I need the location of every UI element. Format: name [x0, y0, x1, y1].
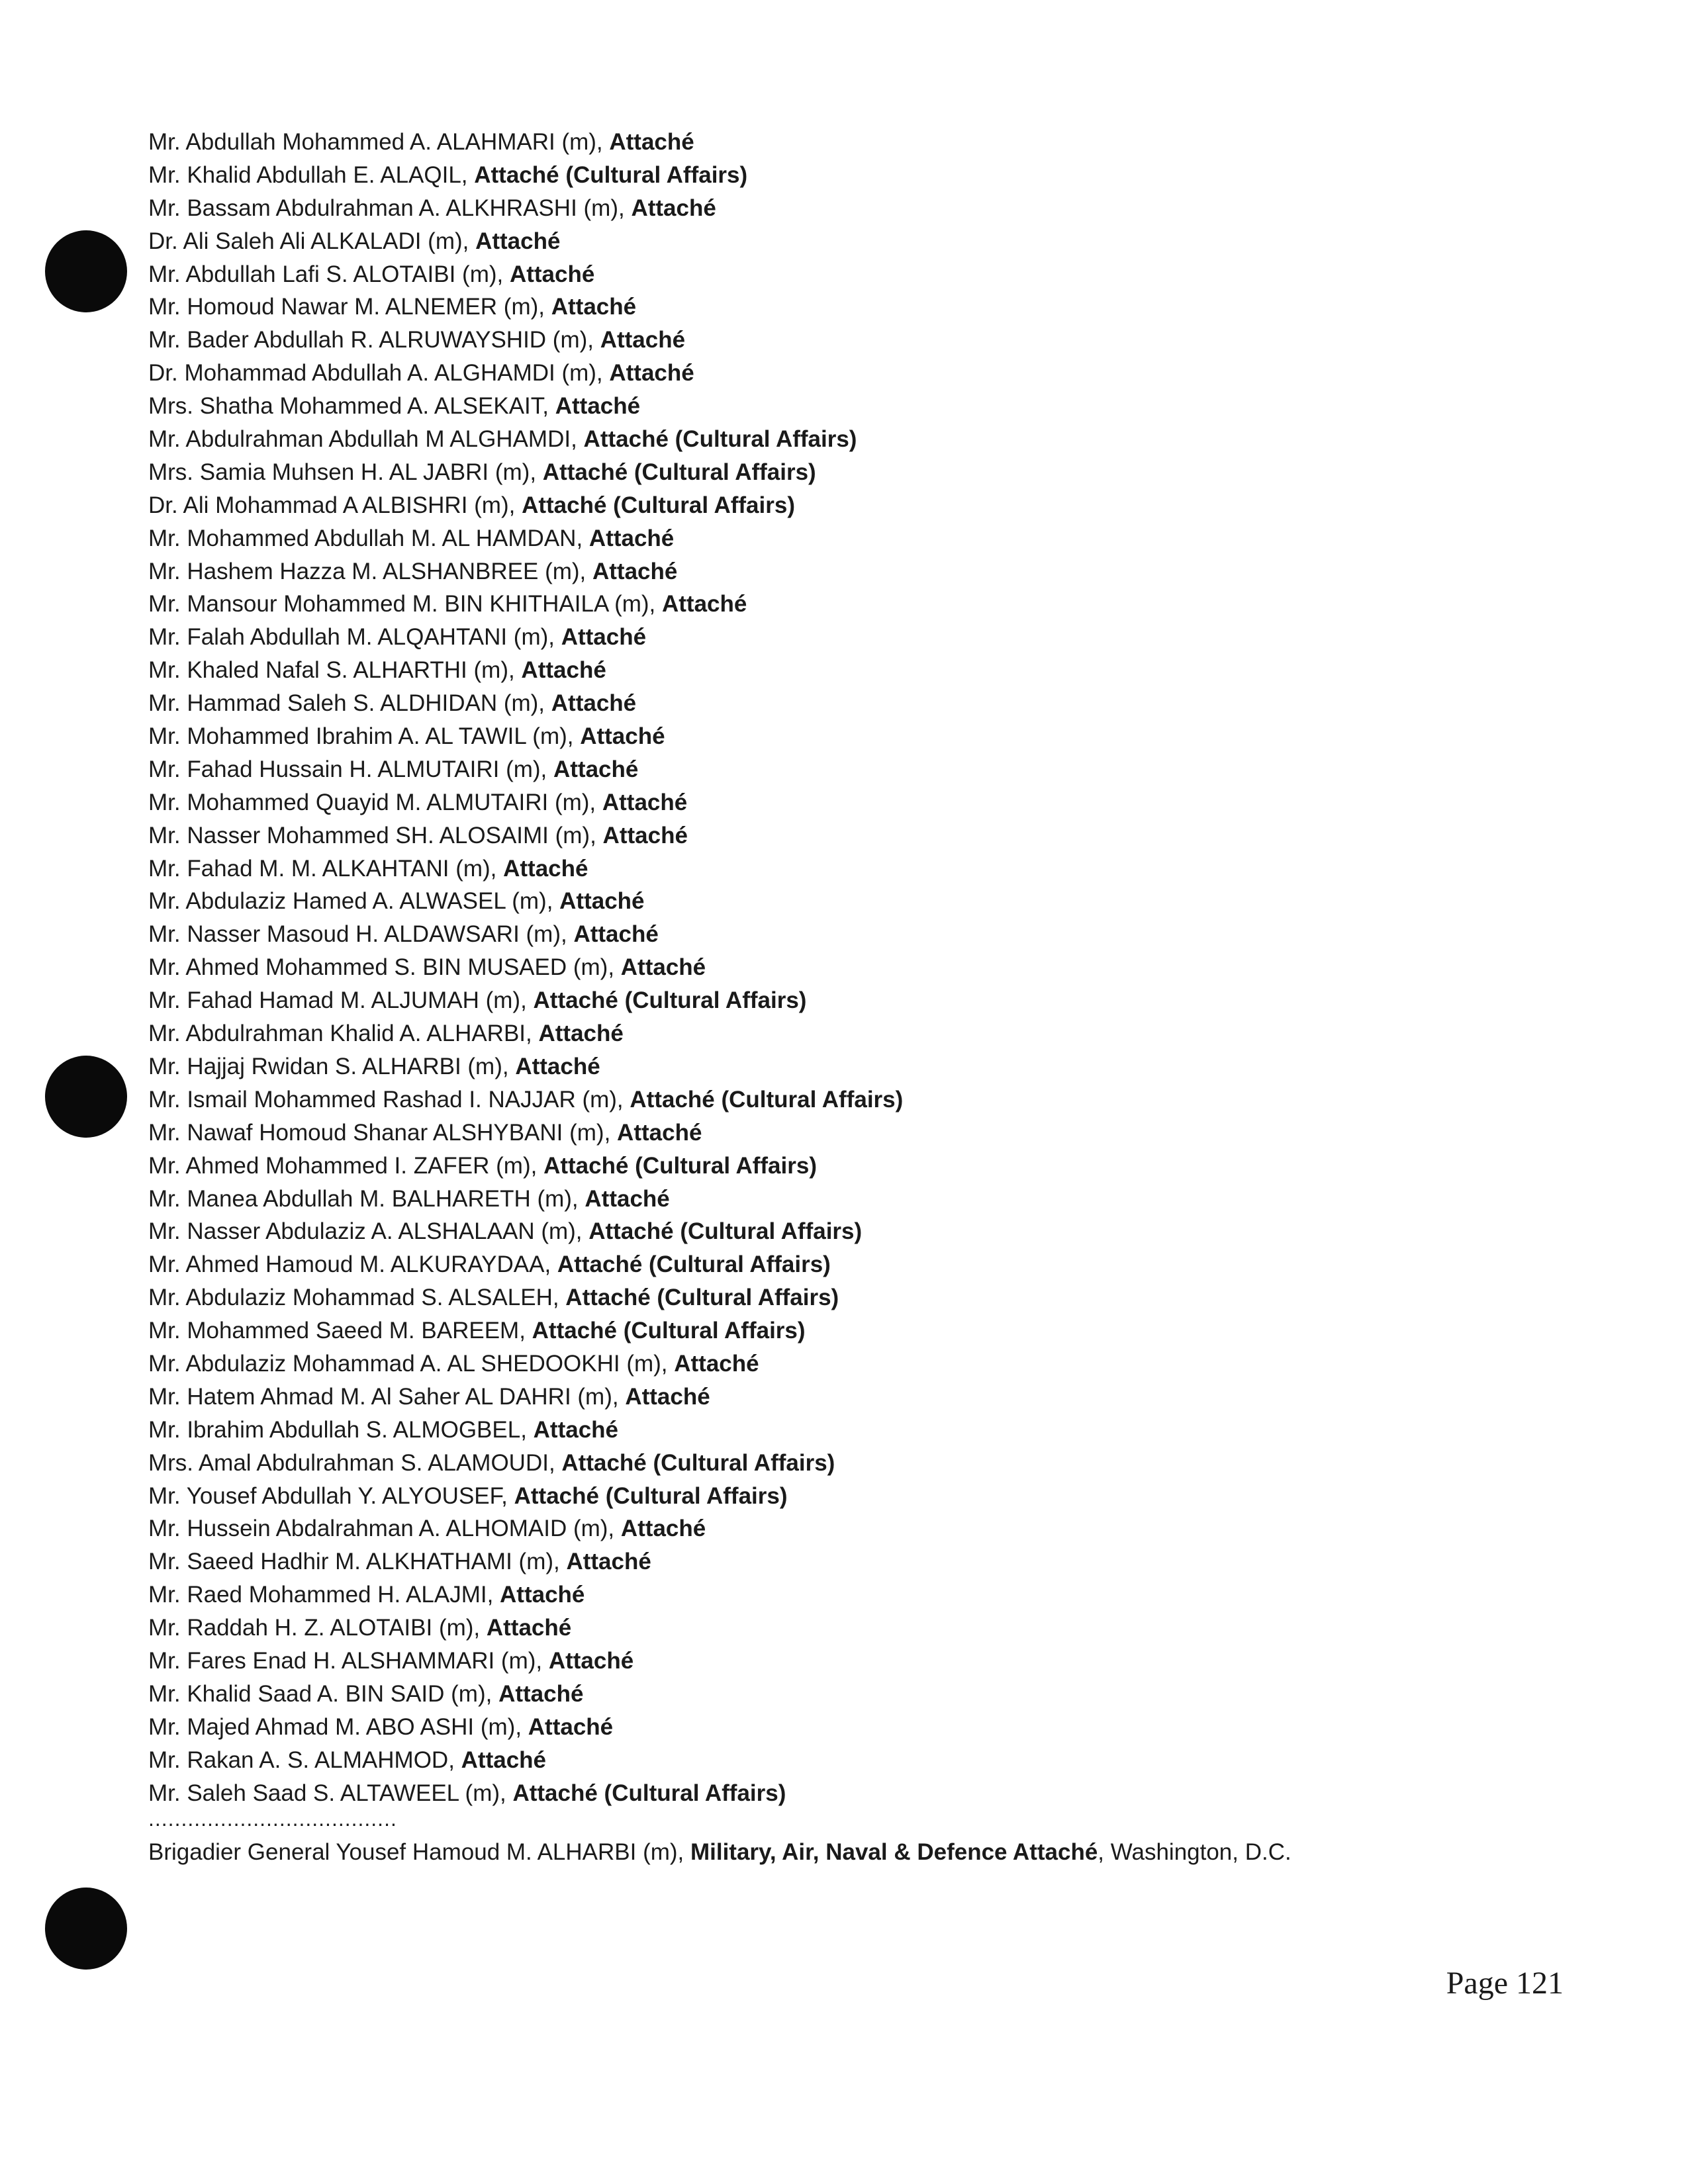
entry-title: Attaché	[588, 525, 675, 551]
list-item	[148, 819, 903, 852]
list-item	[148, 390, 903, 423]
entry-name: Mr. Fahad Hussain H. ALMUTAIRI (m),	[148, 756, 553, 782]
entry-name: Mr. Raddah H. Z. ALOTAIBI (m),	[148, 1615, 487, 1641]
entry-title: Attaché	[548, 1647, 634, 1674]
list-item	[148, 192, 903, 225]
entry-title: Attaché	[580, 723, 665, 750]
entry-name: Mr. Abdulaziz Mohammad A. AL SHEDOOKHI (m),	[148, 1350, 675, 1377]
entry-name: Mr. Abdulaziz Hamed A. ALWASEL (m),	[148, 888, 560, 915]
list-item	[148, 1347, 903, 1381]
entry-title: Attaché	[500, 1582, 585, 1608]
entry-title: Attaché (Cultural Affairs)	[565, 1285, 839, 1311]
list-item	[148, 126, 903, 159]
defence-attache-location: , Washington, D.C.	[1098, 1839, 1291, 1865]
entry-name: Mr. Hatem Ahmad M. Al Saher AL DAHRI (m),	[148, 1383, 626, 1410]
list-item	[148, 1050, 903, 1083]
defence-attache-name: Brigadier General Yousef Hamoud M. ALHARBI (m),	[148, 1839, 690, 1865]
list-item	[148, 588, 903, 621]
list-item	[148, 687, 903, 720]
list-item	[148, 918, 903, 951]
entry-name: Mr. Homoud Nawar M. ALNEMER (m),	[148, 294, 551, 320]
entry-title: Attaché (Cultural Affairs)	[557, 1251, 831, 1278]
entry-title: Attaché	[592, 558, 678, 584]
entry-name: Mrs. Shatha Mohammed A. ALSEKAIT,	[148, 393, 555, 420]
entry-title: Attaché (Cultural Affairs)	[532, 1318, 806, 1344]
entry-title: Attaché	[609, 129, 694, 155]
list-item	[148, 1083, 903, 1116]
entry-name: Mr. Khaled Nafal S. ALHARTHI (m),	[148, 657, 522, 684]
list-item	[148, 1447, 903, 1480]
entry-name: Mr. Bassam Abdulrahman A. ALKHRASHI (m),	[148, 195, 632, 221]
list-item	[148, 1545, 903, 1578]
entry-title: Attaché (Cultural Affairs)	[514, 1482, 788, 1509]
entry-title: Attaché (Cultural Affairs)	[474, 161, 748, 188]
list-item	[148, 1381, 903, 1414]
entry-title: Attaché	[620, 954, 706, 981]
entry-title: Attaché	[602, 822, 688, 848]
list-item	[148, 1414, 903, 1447]
list-item	[148, 621, 903, 654]
entry-title: Attaché	[461, 1747, 547, 1773]
entry-name: Mr. Fares Enad H. ALSHAMMARI (m),	[148, 1647, 549, 1674]
entry-name: Mr. Abdulrahman Khalid A. ALHARBI,	[148, 1021, 539, 1047]
entry-title: Attaché	[498, 1680, 584, 1707]
entry-name: Mr. Hajjaj Rwidan S. ALHARBI (m),	[148, 1053, 516, 1079]
entry-title: Attaché	[631, 195, 716, 221]
list-item	[148, 1711, 903, 1744]
entry-name: Mr. Nawaf Homoud Shanar ALSHYBANI (m),	[148, 1119, 618, 1146]
entry-name: Mrs. Samia Muhsen H. AL JABRI (m),	[148, 459, 543, 485]
entry-name: Mr. Khalid Abdullah E. ALAQIL,	[148, 161, 475, 188]
entry-title: Attaché	[602, 789, 688, 815]
list-item	[148, 1777, 903, 1810]
entry-title: Attaché	[662, 591, 747, 617]
entry-name: Dr. Ali Mohammad A ALBISHRI (m),	[148, 492, 522, 518]
list-item	[148, 1645, 903, 1678]
list-item	[148, 1150, 903, 1183]
entry-name: Dr. Ali Saleh Ali ALKALADI (m),	[148, 228, 476, 254]
list-item	[148, 1578, 903, 1612]
entry-name: Mr. Mohammed Abdullah M. AL HAMDAN,	[148, 525, 589, 551]
entry-name: Mr. Ibrahim Abdullah S. ALMOGBEL,	[148, 1416, 534, 1443]
entry-name: Mr. Abdulaziz Mohammad S. ALSALEH,	[148, 1285, 566, 1311]
entry-name: Mr. Yousef Abdullah Y. ALYOUSEF,	[148, 1482, 514, 1509]
entry-title: Attaché	[475, 228, 561, 254]
list-item	[148, 720, 903, 753]
entry-title: Attaché	[625, 1383, 710, 1410]
entry-title: Attaché	[503, 855, 588, 882]
entry-title: Attaché (Cultural Affairs)	[533, 987, 807, 1014]
entry-name: Mr. Khalid Saad A. BIN SAID (m),	[148, 1680, 499, 1707]
list-item	[148, 1480, 903, 1513]
entry-name: Mr. Abdullah Lafi S. ALOTAIBI (m),	[148, 261, 510, 287]
list-item	[148, 522, 903, 555]
attache-list	[148, 126, 903, 1809]
list-item	[148, 1744, 903, 1777]
entry-name: Mr. Ahmed Mohammed I. ZAFER (m),	[148, 1152, 544, 1179]
list-item	[148, 1678, 903, 1711]
entry-name: Mr. Rakan A. S. ALMAHMOD,	[148, 1747, 461, 1773]
entry-name: Mr. Bader Abdullah R. ALRUWAYSHID (m),	[148, 327, 600, 353]
entry-name: Mr. Nasser Masoud H. ALDAWSARI (m),	[148, 921, 574, 948]
list-item	[148, 885, 903, 918]
entry-name: Mr. Nasser Mohammed SH. ALOSAIMI (m),	[148, 822, 603, 848]
entry-name: Dr. Mohammad Abdullah A. ALGHAMDI (m),	[148, 360, 610, 387]
entry-name: Mr. Abdullah Mohammed A. ALAHMARI (m),	[148, 129, 610, 155]
entry-name: Mr. Saleh Saad S. ALTAWEEL (m),	[148, 1780, 513, 1806]
entry-name: Mr. Mohammed Saeed M. BAREEM,	[148, 1318, 532, 1344]
list-item	[148, 456, 903, 489]
entry-name: Mr. Fahad M. M. ALKAHTANI (m),	[148, 855, 504, 882]
list-item	[148, 357, 903, 390]
defence-attache-title: Military, Air, Naval & Defence Attaché	[690, 1839, 1098, 1865]
list-item	[148, 1183, 903, 1216]
entry-name: Mr. Hussein Abdalrahman A. ALHOMAID (m),	[148, 1516, 621, 1542]
list-item	[148, 1612, 903, 1645]
list-item	[148, 1314, 903, 1347]
entry-name: Mr. Mansour Mohammed M. BIN KHITHAILA (m),	[148, 591, 662, 617]
entry-title: Attaché (Cultural Affairs)	[542, 459, 816, 485]
entry-title: Attaché (Cultural Affairs)	[522, 492, 795, 518]
entry-name: Mr. Fahad Hamad M. ALJUMAH (m),	[148, 987, 534, 1014]
entry-name: Mrs. Amal Abdulrahman S. ALAMOUDI,	[148, 1449, 562, 1476]
list-item	[148, 951, 903, 984]
entry-title: Attaché	[600, 327, 686, 353]
entry-name: Mr. Mohammed Ibrahim A. AL TAWIL (m),	[148, 723, 581, 750]
entry-title: Attaché	[561, 624, 647, 651]
entry-name: Mr. Ismail Mohammed Rashad I. NAJJAR (m),	[148, 1086, 630, 1113]
entry-name: Mr. Mohammed Quayid M. ALMUTAIRI (m),	[148, 789, 602, 815]
entry-title: Attaché (Cultural Affairs)	[543, 1152, 817, 1179]
list-item	[148, 984, 903, 1017]
entry-title: Attaché (Cultural Affairs)	[561, 1449, 835, 1476]
entry-name: Mr. Falah Abdullah M. ALQAHTANI (m),	[148, 624, 561, 651]
entry-name: Mr. Abdulrahman Abdullah M ALGHAMDI,	[148, 426, 584, 453]
entry-title: Attaché	[515, 1053, 600, 1079]
entry-title: Attaché (Cultural Affairs)	[583, 426, 857, 453]
punch-hole-top	[45, 230, 127, 312]
list-item	[148, 555, 903, 588]
entry-title: Attaché	[521, 657, 606, 684]
entry-name: Mr. Hashem Hazza M. ALSHANBREE (m),	[148, 558, 592, 584]
list-item	[148, 489, 903, 522]
list-item	[148, 324, 903, 357]
list-item	[148, 654, 903, 687]
entry-title: Attaché	[609, 360, 694, 387]
entry-name: Mr. Ahmed Mohammed S. BIN MUSAED (m),	[148, 954, 621, 981]
list-item	[148, 786, 903, 819]
list-item	[148, 225, 903, 258]
list-item	[148, 1512, 903, 1545]
entry-title: Attaché	[620, 1516, 706, 1542]
entry-name: Mr. Raed Mohammed H. ALAJMI,	[148, 1582, 500, 1608]
list-item	[148, 1281, 903, 1314]
entry-title: Attaché	[509, 261, 595, 287]
list-item	[148, 291, 903, 324]
entry-title: Attaché (Cultural Affairs)	[512, 1780, 786, 1806]
list-item	[148, 258, 903, 291]
entry-title: Attaché	[573, 921, 659, 948]
list-item	[148, 1017, 903, 1050]
list-item	[148, 159, 903, 192]
entry-title: Attaché	[528, 1713, 614, 1740]
entry-name: Mr. Majed Ahmad M. ABO ASHI (m),	[148, 1713, 528, 1740]
punch-hole-middle	[45, 1056, 127, 1138]
entry-name: Mr. Nasser Abdulaziz A. ALSHALAAN (m),	[148, 1218, 589, 1245]
entry-title: Attaché	[538, 1021, 624, 1047]
entry-title: Attaché	[585, 1185, 670, 1212]
entry-title: Attaché	[551, 690, 637, 717]
list-item	[148, 423, 903, 456]
defence-attache-entry	[148, 1836, 1291, 1869]
entry-name: Mr. Manea Abdullah M. BALHARETH (m),	[148, 1185, 585, 1212]
punch-hole-bottom	[45, 1888, 127, 1970]
list-item	[148, 753, 903, 786]
dotted-separator: ......................................	[148, 1807, 397, 1831]
list-item	[148, 852, 903, 886]
entry-title: Attaché	[617, 1119, 702, 1146]
entry-title: Attaché (Cultural Affairs)	[588, 1218, 863, 1245]
entry-title: Attaché	[486, 1615, 572, 1641]
entry-title: Attaché (Cultural Affairs)	[630, 1086, 904, 1113]
entry-title: Attaché	[555, 393, 641, 420]
entry-title: Attaché	[551, 294, 637, 320]
list-item	[148, 1248, 903, 1281]
entry-name: Mr. Ahmed Hamoud M. ALKURAYDAA,	[148, 1251, 557, 1278]
entry-title: Attaché	[566, 1549, 651, 1575]
entry-title: Attaché	[559, 888, 645, 915]
entry-title: Attaché	[553, 756, 639, 782]
entry-name: Mr. Saeed Hadhir M. ALKHATHAMI (m),	[148, 1549, 567, 1575]
list-item	[148, 1116, 903, 1150]
entry-name: Mr. Hammad Saleh S. ALDHIDAN (m),	[148, 690, 551, 717]
page-number: Page 121	[1446, 1966, 1564, 2001]
entry-title: Attaché	[533, 1416, 619, 1443]
list-item	[148, 1215, 903, 1248]
entry-title: Attaché	[674, 1350, 759, 1377]
